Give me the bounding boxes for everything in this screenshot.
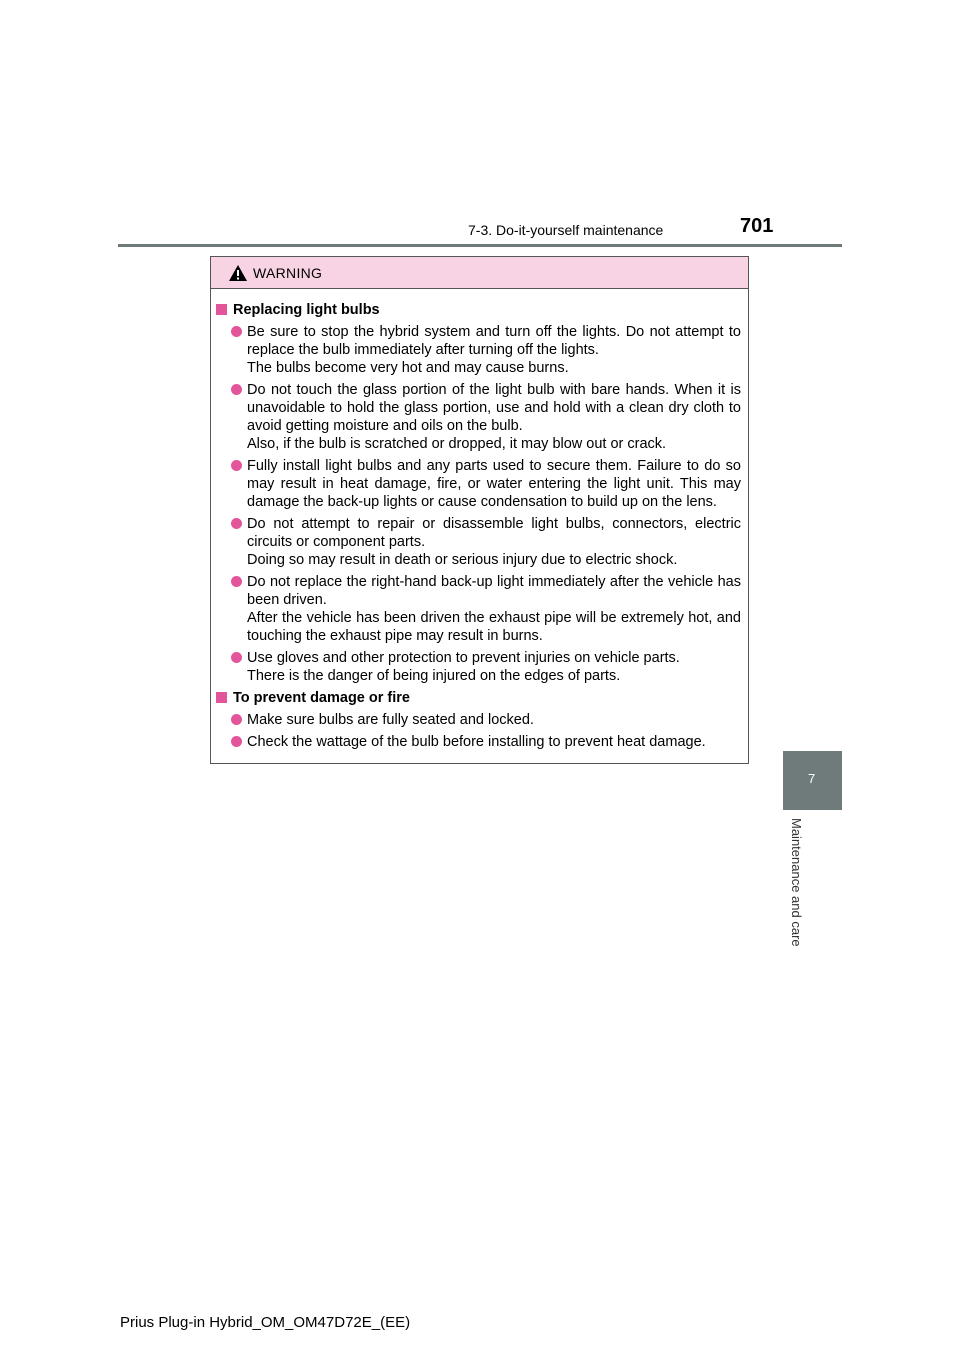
warning-item-text: Doing so may result in death or serious injury due to electric shock. [247,552,678,568]
warning-section-heading [216,301,741,319]
warning-list-item [216,711,741,729]
square-bullet-icon [216,692,227,703]
circle-bullet-icon [231,384,242,395]
warning-list-item [216,573,741,645]
warning-triangle-icon [228,264,248,282]
warning-list-item [216,649,741,685]
warning-item-text: Do not attempt to repair or disassemble light bulbs, connectors, electric circuits or component parts. [247,516,741,550]
warning-item-text: After the vehicle has been driven the exhaust pipe will be extremely hot, and touching the exhaust pipe may result in burns. [247,610,741,644]
warning-item-text: There is the danger of being injured on the edges of parts. [247,668,621,684]
chapter-title: Maintenance and care [789,818,804,947]
warning-item-text: Check the wattage of the bulb before installing to prevent heat damage. [247,734,706,750]
warning-list-item [216,457,741,511]
warning-item-text: Do not replace the right-hand back-up light immediately after the vehicle has been driven. [247,574,741,608]
circle-bullet-icon [231,576,242,587]
warning-header [211,257,748,289]
warning-item-text: Do not touch the glass portion of the light bulb with bare hands. When it is unavoidable to hold the glass portion, use and hold with a clean dry cloth to avoid getting moisture and oils on the bulb. [247,382,741,434]
square-bullet-icon [216,304,227,315]
warning-item-text: Fully install light bulbs and any parts used to secure them. Failure to do so may result in heat damage, fire, or water entering the light unit. This may damage the back-up lights or cause condensation to build up on the lens. [247,458,741,510]
warning-item-text: Be sure to stop the hybrid system and turn off the lights. Do not attempt to replace the bulb immediately after turning off the lights. [247,324,741,358]
warning-item-text: Make sure bulbs are fully seated and locked. [247,712,534,728]
warning-list-item [216,515,741,569]
warning-item-text: The bulbs become very hot and may cause burns. [247,360,569,376]
page-number: 701 [740,215,774,237]
warning-section-heading [216,689,741,707]
section-heading-text: Replacing light bulbs [233,302,380,318]
document-id: Prius Plug-in Hybrid_OM_OM47D72E_(EE) [120,1314,411,1331]
warning-list-item [216,381,741,453]
section-title: 7-3. Do-it-yourself maintenance [468,222,664,238]
circle-bullet-icon [231,326,242,337]
warning-item-text: Use gloves and other protection to prevent injuries on vehicle parts. [247,650,680,666]
warning-list-item [216,323,741,377]
warning-title: WARNING [253,265,323,281]
circle-bullet-icon [231,736,242,747]
circle-bullet-icon [231,518,242,529]
warning-list-item [216,733,741,751]
circle-bullet-icon [231,460,242,471]
circle-bullet-icon [231,714,242,725]
header-divider [118,244,842,247]
circle-bullet-icon [231,652,242,663]
chapter-tab [783,751,842,810]
warning-box [210,256,749,764]
section-heading-text: To prevent damage or fire [233,690,410,706]
warning-body [211,289,748,751]
chapter-number: 7 [808,771,816,786]
warning-item-text: Also, if the bulb is scratched or dropped, it may blow out or crack. [247,436,667,452]
